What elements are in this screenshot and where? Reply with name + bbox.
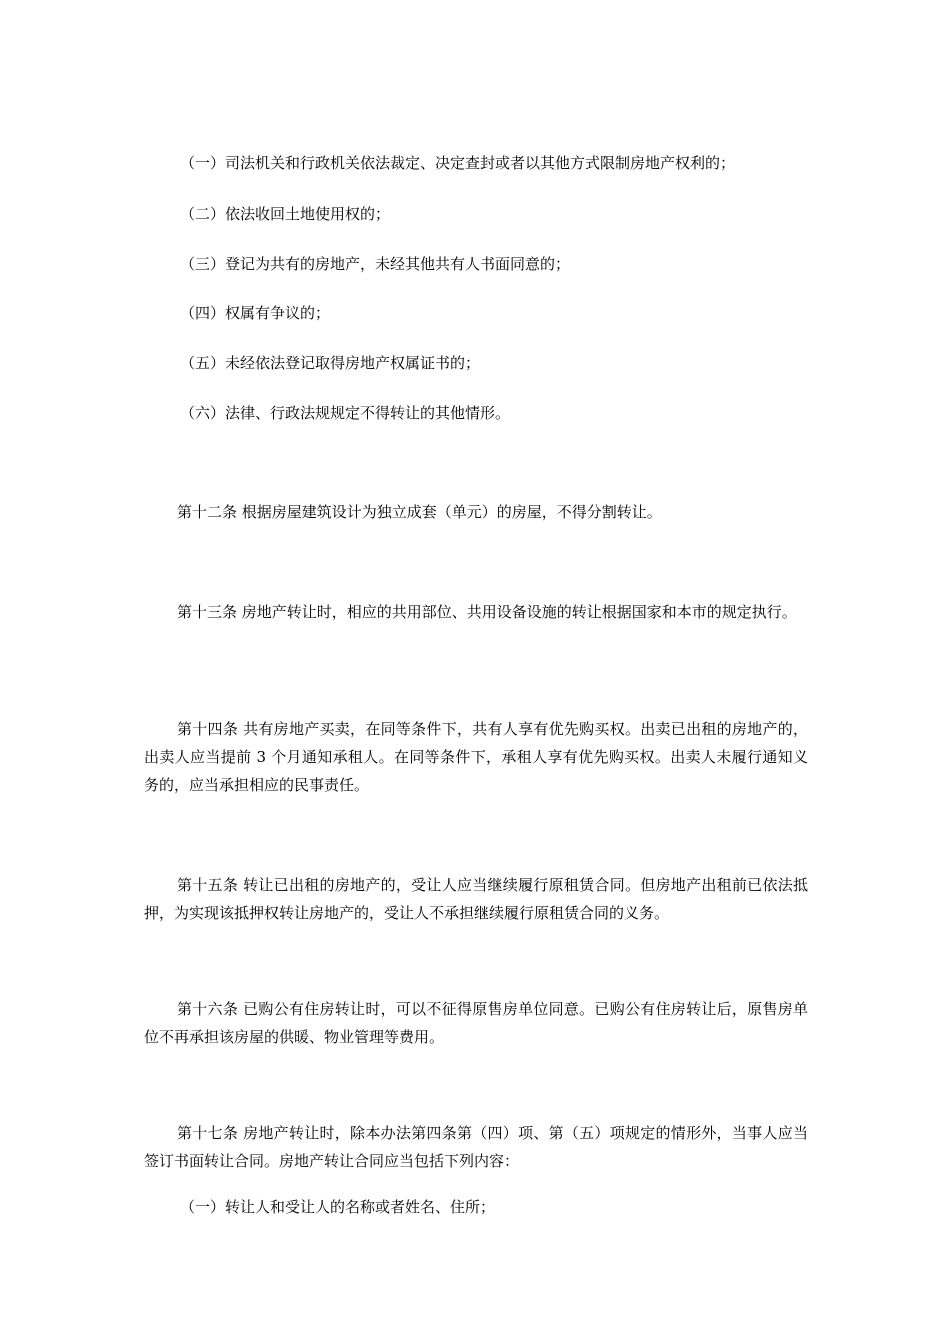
article-13: 第十三条 房地产转让时，相应的共用部位、共用设备设施的转让根据国家和本市的规定执行。 <box>177 603 797 621</box>
list-item: （一）司法机关和行政机关依法裁定、决定查封或者以其他方式限制房地产权利的； <box>180 154 736 172</box>
list-item: （一）转让人和受让人的名称或者姓名、住所； <box>180 1198 496 1216</box>
list-item: （六）法律、行政法规规定不得转让的其他情形。 <box>180 404 511 422</box>
article-16: 第十六条 已购公有住房转让时，可以不征得原售房单位同意。已购公有住房转让后，原售房单位不再承担该房屋的供暖、物业管理等费用。 <box>144 1000 808 1046</box>
article-12: 第十二条 根据房屋建筑设计为独立成套（单元）的房屋，不得分割转让。 <box>177 503 662 521</box>
list-item: （二）依法收回土地使用权的； <box>180 205 391 223</box>
article-17: 第十七条 房地产转让时，除本办法第四条第（四）项、第（五）项规定的情形外，当事人应当签订书面转让合同。房地产转让合同应当包括下列内容： <box>144 1124 808 1170</box>
article-15: 第十五条 转让已出租的房地产的，受让人应当继续履行原租赁合同。但房地产出租前已依法抵押，为实现该抵押权转让房地产的，受让人不承担继续履行原租赁合同的义务。 <box>144 876 808 922</box>
list-item: （五）未经依法登记取得房地产权属证书的； <box>180 354 481 372</box>
list-item: （三）登记为共有的房地产，未经其他共有人书面同意的； <box>180 255 571 273</box>
article-14: 第十四条 共有房地产买卖，在同等条件下，共有人享有优先购买权。出卖已出租的房地产的，出卖人应当提前 3 个月通知承租人。在同等条件下，承租人享有优先购买权。出卖人未履行通知义务的，应当承担相应的民事责任。 <box>144 720 808 794</box>
list-item: （四）权属有争议的； <box>180 304 331 322</box>
